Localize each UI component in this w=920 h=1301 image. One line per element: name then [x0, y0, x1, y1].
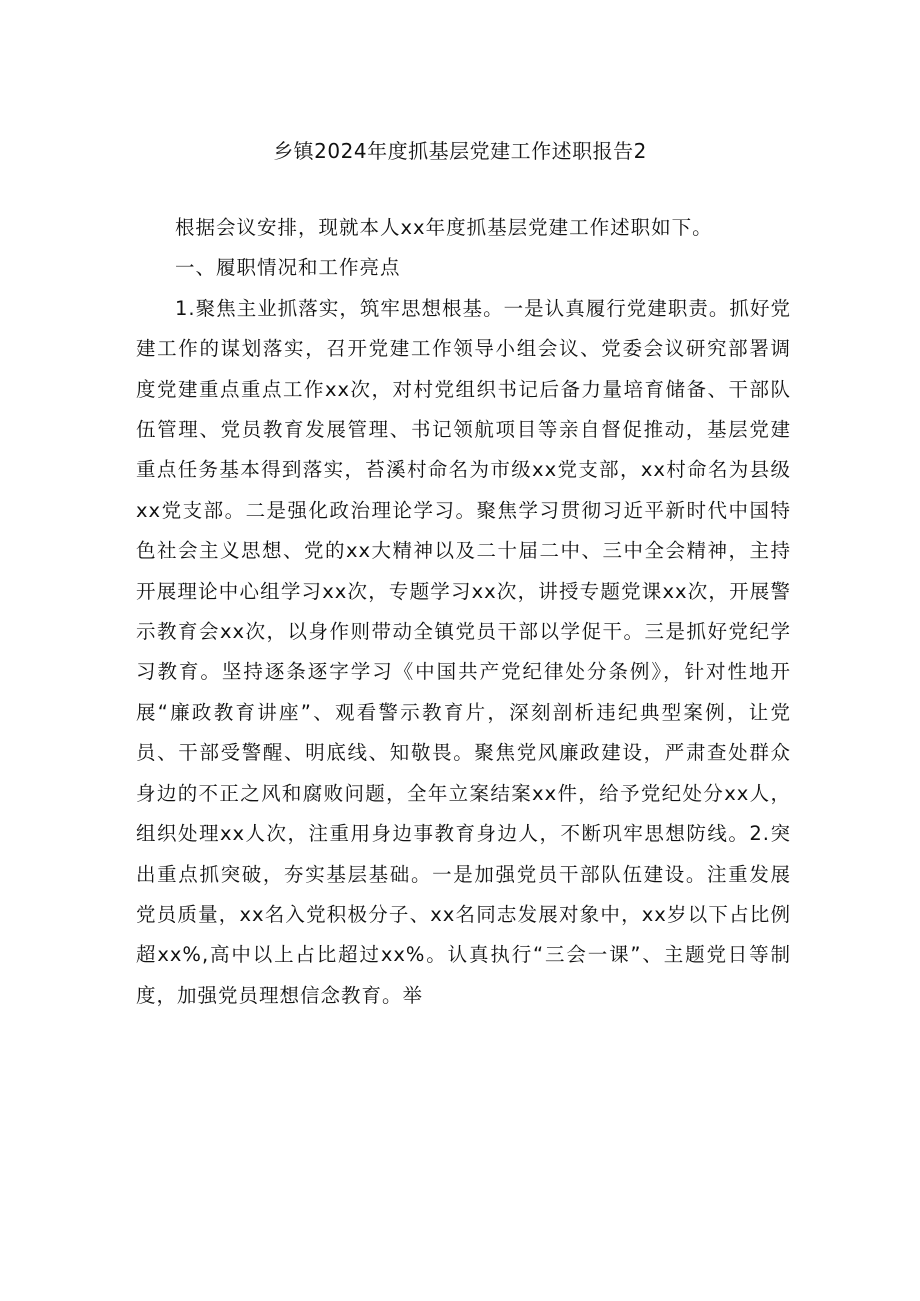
section-heading: 一、履职情况和工作亮点 [175, 256, 401, 280]
body-paragraph: 1.聚焦主业抓落实，筑牢思想根基。一是认真履行党建职责。抓好党建工作的谋划落实，召开党建工作领导小组会议、党委会议研究部署调度党建重点重点工作xx次，对村党组织书记后备力量培育储备、干部队伍管理、党员教育发展管理、书记领航项目等亲自督促推动，基层党建重点任务基本得到落实，苔溪村命名为市级xx党支部，xx村命名为县级xx党支部。二是强化政治理论学习。聚焦学习贯彻习近平新时代中国特色社会主义思想、党的xx大精神以及二十届二中、三中全会精神，主持开展理论中心组学习xx次，专题学习xx次，讲授专题党课xx次，开展警示教育会xx次，以身作则带动全镇党员干部以学促干。三是抓好党纪学习教育。坚持逐条逐字学习《中国共产党纪律处分条例》，针对性地开展“廉政教育讲座”、观看警示教育片，深刻剖析违纪典型案例，让党员、干部受警醒、明底线、知敬畏。聚焦党风廉政建设，严肃查处群众身边的不正之风和腐败问题，全年立案结案xx件，给予党纪处分xx人，组织处理xx人次，注重用身边事教育身边人，不断巩牢思想防线。2.突出重点抓突破，夯实基层基础。一是加强党员干部队伍建设。注重发展党员质量，xx名入党积极分子、xx名同志发展对象中，xx岁以下占比例超xx%,高中以上占比超过xx%。认真执行“三会一课”、主题党日等制度，加强党员理想信念教育。举 [136, 296, 791, 1007]
intro-paragraph: 根据会议安排，现就本人xx年度抓基层党建工作述职如下。 [175, 216, 713, 239]
document-title: 乡镇2024年度抓基层党建工作述职报告2 [273, 139, 647, 163]
document-body [136, 208, 791, 1016]
